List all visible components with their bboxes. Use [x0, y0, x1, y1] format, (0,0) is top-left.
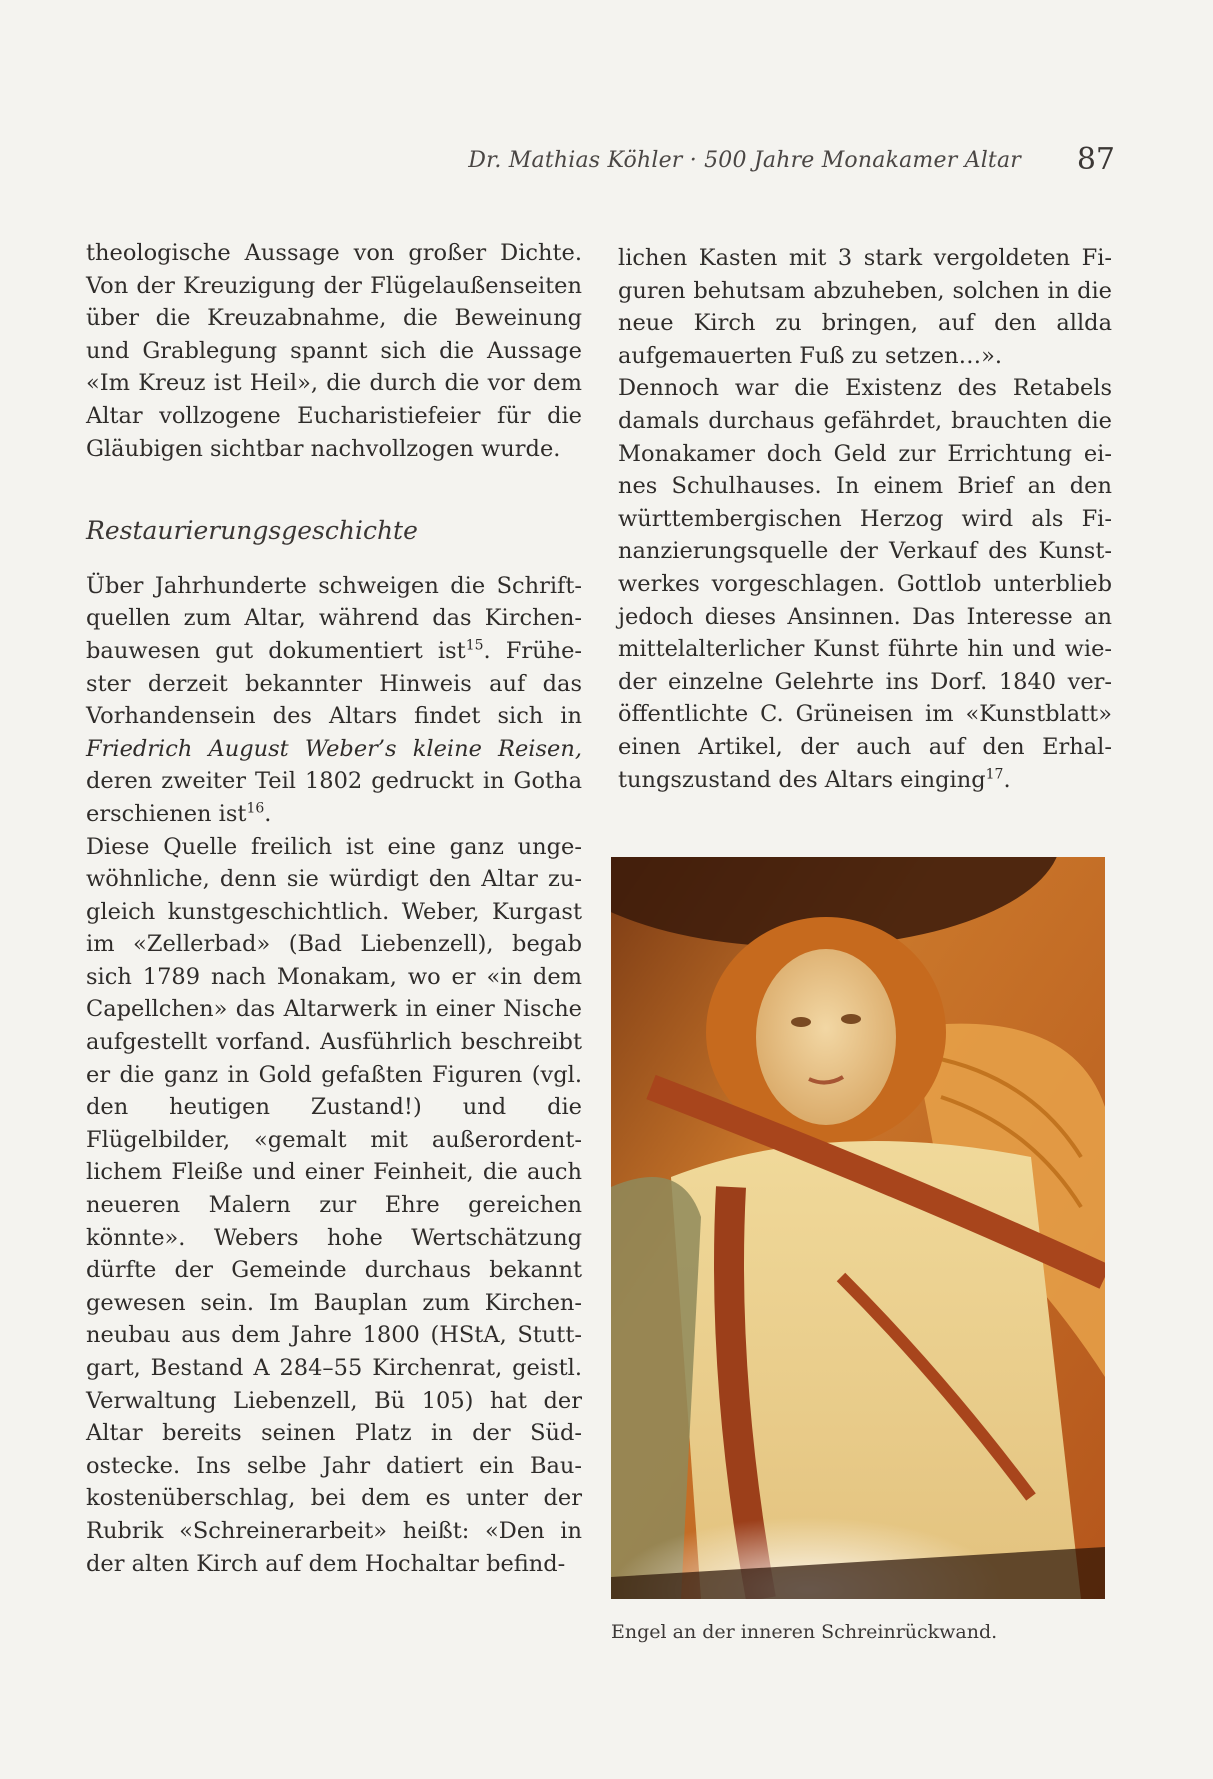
right-column — [618, 242, 1112, 796]
page-number: 87 — [1076, 142, 1115, 177]
running-header — [0, 142, 1213, 192]
text-run: Über Jahrhunderte schweigen die Schriftquellen zum Altar, während das Kirchenbauwesen gut dokumentiert ist — [86, 572, 582, 664]
text-run: . Frühester derzeit bekannter Hinweis auf das Vorhandensein des Altars findet sich in — [86, 637, 582, 730]
footnote-ref-17: 17 — [985, 766, 1004, 782]
angel-painting-image — [611, 857, 1105, 1599]
figure-caption: Engel an der inneren Schreinrückwand. — [611, 1621, 998, 1643]
text-run: deren zweiter Teil 1802 gedruckt in Gotha erschienen ist — [86, 768, 582, 827]
right-paragraph-1: lichen Kasten mit 3 stark vergoldeten Figuren behutsam abzuheben, solchen in die neue Kirch zu bringen, auf den allda aufgemauerten Fuß zu setzen…». — [618, 245, 1112, 369]
book-title: Friedrich August Weber’s kleine Reisen, — [86, 735, 582, 762]
footnote-ref-16: 16 — [246, 800, 265, 817]
running-title: Dr. Mathias Köhler · 500 Jahre Monakamer Altar — [468, 148, 1021, 173]
left-paragraph-1: theologische Aussage von großer Dichte. Von der Kreuzigung der Flügelaußenseiten über die Kreuzabnahme, die Beweinung und Grablegung spannt sich die Aussage «Im Kreuz ist Heil», die durch die vor dem Altar vollzogene Eucharistiefeier für die Gläubigen sichtbar nachvollzogen wurde. — [86, 240, 582, 462]
text-run: . — [264, 800, 272, 827]
left-paragraph-3: Diese Quelle freilich ist eine ganz ungewöhnliche, denn sie würdigt den Altar zugleich kunstgeschichtlich. Weber, Kurgast im «Zellerbad» (Bad Liebenzell), begab sich 1789 nach Monakam, wo er «in dem Capellchen» das Altarwerk in einer Nische aufgestellt vorfand. Ausführlich beschreibt er die ganz in Gold gefaßten Figuren (vgl. den heutigen Zustand!) und die Flügelbilder, «gemalt mit außerordentlichem Fleiße und einer Feinheit, die auch neueren Malern zur Ehre gereichen könnte». Webers hohe Wertschätzung dürfte der Gemeinde durchaus bekannt gewesen sein. Im Bauplan zum Kirchenneubau aus dem Jahre 1800 (HStA, Stuttgart, Bestand A 284–55 Kirchenrat, geistl. Verwaltung Liebenzell, Bü 105) hat der Altar bereits seinen Platz in der Südostecke. Ins selbe Jahr datiert ein Baukostenüberschlag, bei dem es unter der Rubrik «Schreinerarbeit» heißt: «Den in der alten Kirch auf dem Hochaltar befind- — [86, 833, 582, 1577]
right-paragraph-2 — [618, 372, 1112, 796]
footnote-ref-15: 15 — [465, 637, 484, 654]
text-run: Dennoch war die Existenz des Retabels damals durchaus gefährdet, brauchten die Monakamer doch Geld zur Errichtung eines Schulhauses. In einem Brief an den württembergischen Herzog wird als Finanzierungsquelle der Verkauf des Kunstwerkes vorgeschlagen. Gottlob unterblieb jedoch dieses Ansinnen. Das Interesse an mittelalterlicher Kunst führte hin und wieder einzelne Gelehrte ins Dorf. 1840 veröffentlichte C. Grüneisen im «Kunstblatt» einen Artikel, der auch auf den Erhaltungszustand des Altars einging — [618, 375, 1112, 793]
left-paragraph-2 — [86, 570, 582, 831]
text-run: . — [1003, 766, 1011, 793]
left-column — [86, 237, 582, 1580]
section-heading: Restaurierungsgeschichte — [86, 516, 418, 546]
